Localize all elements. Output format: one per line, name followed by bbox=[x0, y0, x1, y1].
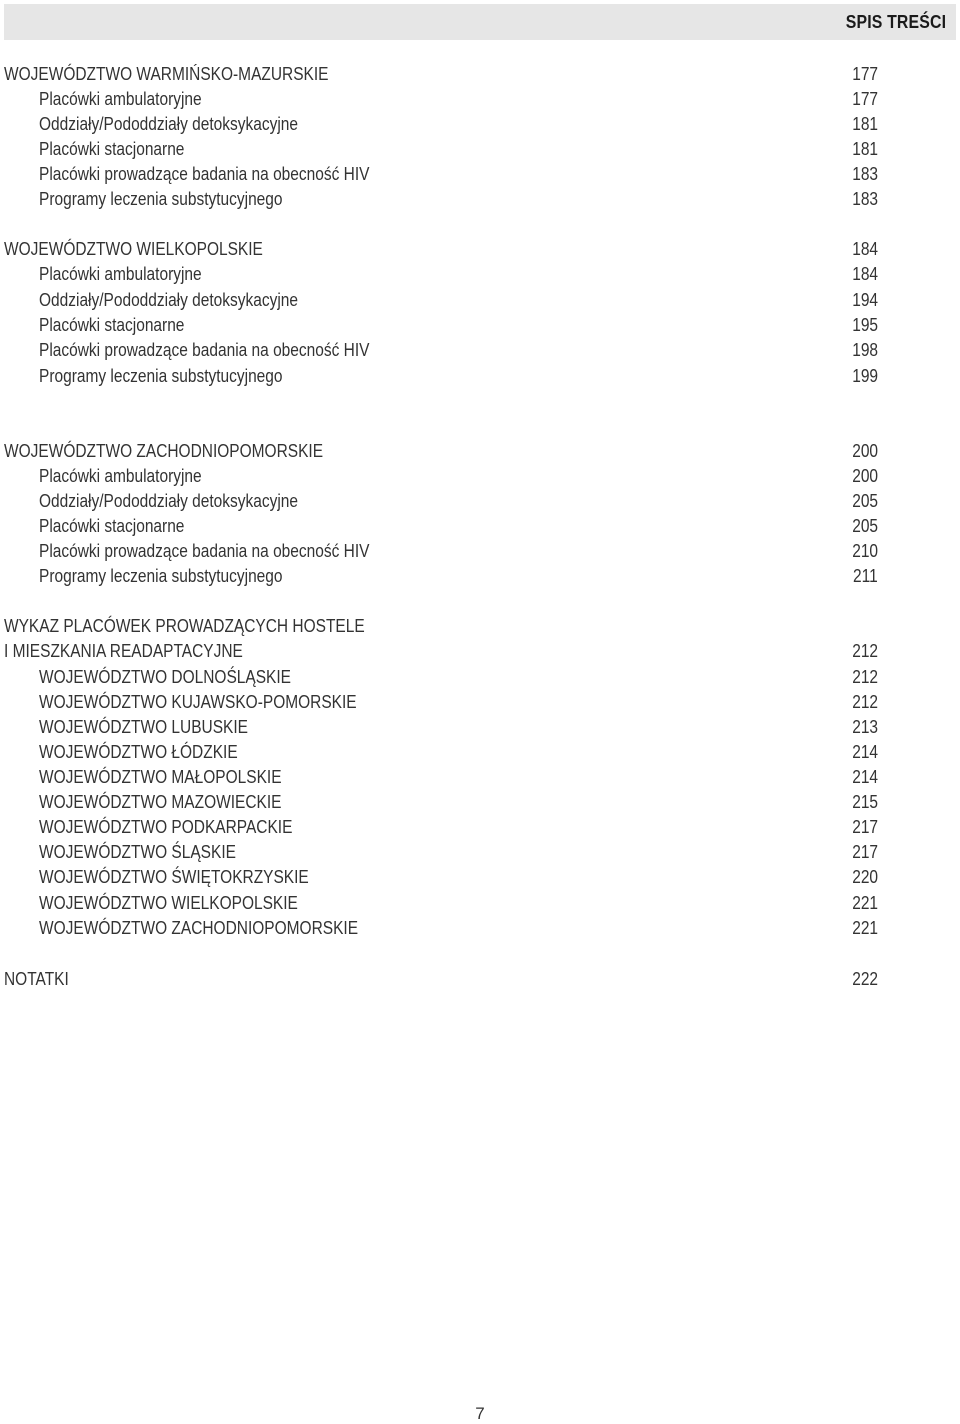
toc-page: 205 bbox=[852, 516, 878, 536]
toc-entry[interactable] bbox=[4, 716, 878, 738]
toc-entry[interactable] bbox=[4, 515, 878, 537]
toc-page: 221 bbox=[852, 918, 878, 938]
toc-page: 198 bbox=[852, 340, 878, 360]
toc-label: Placówki prowadzące badania na obecność HIV bbox=[39, 541, 370, 561]
toc-label: NOTATKI bbox=[4, 969, 69, 989]
toc-entry[interactable] bbox=[4, 917, 878, 939]
toc-page: 184 bbox=[852, 264, 878, 284]
toc-label: WOJEWÓDZTWO WIELKOPOLSKIE bbox=[39, 893, 298, 913]
toc-page: 199 bbox=[852, 366, 878, 386]
toc-entry[interactable] bbox=[4, 791, 878, 813]
toc-page: 214 bbox=[852, 742, 878, 762]
toc-entry[interactable] bbox=[4, 365, 878, 387]
page-title: SPIS TREŚCI bbox=[845, 12, 946, 32]
toc-entry[interactable] bbox=[4, 666, 878, 688]
toc-page: 217 bbox=[852, 817, 878, 837]
toc-page: 200 bbox=[852, 441, 878, 461]
toc-page: 177 bbox=[852, 64, 878, 84]
toc-page: 212 bbox=[852, 692, 878, 712]
toc-label: WOJEWÓDZTWO ŁÓDZKIE bbox=[39, 742, 238, 762]
toc-page: 195 bbox=[852, 315, 878, 335]
toc-entry[interactable] bbox=[4, 88, 878, 110]
toc-page: 184 bbox=[852, 239, 878, 259]
toc-label: Programy leczenia substytucyjnego bbox=[39, 566, 283, 586]
toc-page: 181 bbox=[852, 139, 878, 159]
toc-label: Placówki stacjonarne bbox=[39, 315, 185, 335]
toc-page: 217 bbox=[852, 842, 878, 862]
toc-entry[interactable] bbox=[4, 691, 878, 713]
toc-entry[interactable] bbox=[4, 841, 878, 863]
toc-section-heading[interactable] bbox=[4, 238, 878, 260]
toc-entry[interactable] bbox=[4, 540, 878, 562]
toc-page: 212 bbox=[852, 641, 878, 661]
toc-entry[interactable] bbox=[4, 263, 878, 285]
toc-entry[interactable] bbox=[4, 465, 878, 487]
toc-entry[interactable] bbox=[4, 892, 878, 914]
toc-entry[interactable] bbox=[4, 314, 878, 336]
toc-section-heading[interactable] bbox=[4, 440, 878, 462]
toc-entry[interactable] bbox=[4, 138, 878, 160]
toc-page: 181 bbox=[852, 114, 878, 134]
toc-label: WOJEWÓDZTWO MAŁOPOLSKIE bbox=[39, 767, 282, 787]
toc-page: 215 bbox=[852, 792, 878, 812]
toc-label: WOJEWÓDZTWO ŚLĄSKIE bbox=[39, 842, 236, 862]
page-number: 7 bbox=[475, 1404, 485, 1423]
toc-label: Placówki prowadzące badania na obecność HIV bbox=[39, 340, 370, 360]
toc-label: Placówki prowadzące badania na obecność HIV bbox=[39, 164, 370, 184]
toc-page: 183 bbox=[852, 189, 878, 209]
toc-label: Oddziały/Pododdziały detoksykacyjne bbox=[39, 114, 299, 134]
toc-entry[interactable] bbox=[4, 113, 878, 135]
toc-label: WOJEWÓDZTWO MAZOWIECKIE bbox=[39, 792, 282, 812]
toc-section-heading[interactable] bbox=[4, 63, 878, 85]
toc-label: WYKAZ PLACÓWEK PROWADZĄCYCH HOSTELE bbox=[4, 616, 365, 636]
toc-label: Placówki ambulatoryjne bbox=[39, 264, 202, 284]
toc-page: 183 bbox=[852, 164, 878, 184]
toc-label: WOJEWÓDZTWO ZACHODNIOPOMORSKIE bbox=[39, 918, 359, 938]
toc-label: Placówki stacjonarne bbox=[39, 139, 185, 159]
toc-label: WOJEWÓDZTWO DOLNOŚLĄSKIE bbox=[39, 667, 292, 687]
toc-page: 222 bbox=[852, 969, 878, 989]
toc-label: I MIESZKANIA READAPTACYJNE bbox=[4, 641, 243, 661]
toc-label: WOJEWÓDZTWO WARMIŃSKO-MAZURSKIE bbox=[4, 64, 329, 84]
toc-entry[interactable] bbox=[4, 163, 878, 185]
toc-label: Programy leczenia substytucyjnego bbox=[39, 366, 283, 386]
toc-page: 212 bbox=[852, 667, 878, 687]
toc-entry[interactable] bbox=[4, 766, 878, 788]
toc-entry[interactable] bbox=[4, 565, 878, 587]
toc-label: WOJEWÓDZTWO KUJAWSKO-POMORSKIE bbox=[39, 692, 357, 712]
toc-page: 211 bbox=[853, 566, 878, 586]
toc-page: 205 bbox=[852, 491, 878, 511]
toc-label: Oddziały/Pododdziały detoksykacyjne bbox=[39, 290, 299, 310]
toc-entry[interactable] bbox=[4, 816, 878, 838]
toc-entry[interactable] bbox=[4, 490, 878, 512]
toc-page: 220 bbox=[852, 867, 878, 887]
toc-label: WOJEWÓDZTWO LUBUSKIE bbox=[39, 717, 248, 737]
toc-label: Oddziały/Pododdziały detoksykacyjne bbox=[39, 491, 299, 511]
toc-label: WOJEWÓDZTWO ZACHODNIOPOMORSKIE bbox=[4, 441, 324, 461]
toc-entry[interactable] bbox=[4, 289, 878, 311]
header-bar bbox=[4, 4, 956, 40]
toc-label: WOJEWÓDZTWO WIELKOPOLSKIE bbox=[4, 239, 263, 259]
toc-label: WOJEWÓDZTWO PODKARPACKIE bbox=[39, 817, 293, 837]
toc-page: 214 bbox=[852, 767, 878, 787]
toc-page: 177 bbox=[852, 89, 878, 109]
toc-entry[interactable] bbox=[4, 339, 878, 361]
toc-page: 213 bbox=[852, 717, 878, 737]
toc-label: Placówki stacjonarne bbox=[39, 516, 185, 536]
toc-label: Placówki ambulatoryjne bbox=[39, 466, 202, 486]
toc-section-heading[interactable] bbox=[4, 640, 878, 662]
toc-label: WOJEWÓDZTWO ŚWIĘTOKRZYSKIE bbox=[39, 867, 309, 887]
toc-section-heading[interactable] bbox=[4, 968, 878, 990]
toc-label: Programy leczenia substytucyjnego bbox=[39, 189, 283, 209]
toc-page: 200 bbox=[852, 466, 878, 486]
toc-section-heading[interactable] bbox=[4, 615, 878, 637]
toc-page: 221 bbox=[852, 893, 878, 913]
toc-entry[interactable] bbox=[4, 741, 878, 763]
toc-label: Placówki ambulatoryjne bbox=[39, 89, 202, 109]
toc-page: 210 bbox=[852, 541, 878, 561]
toc-page: 194 bbox=[852, 290, 878, 310]
toc-entry[interactable] bbox=[4, 866, 878, 888]
toc-entry[interactable] bbox=[4, 188, 878, 210]
